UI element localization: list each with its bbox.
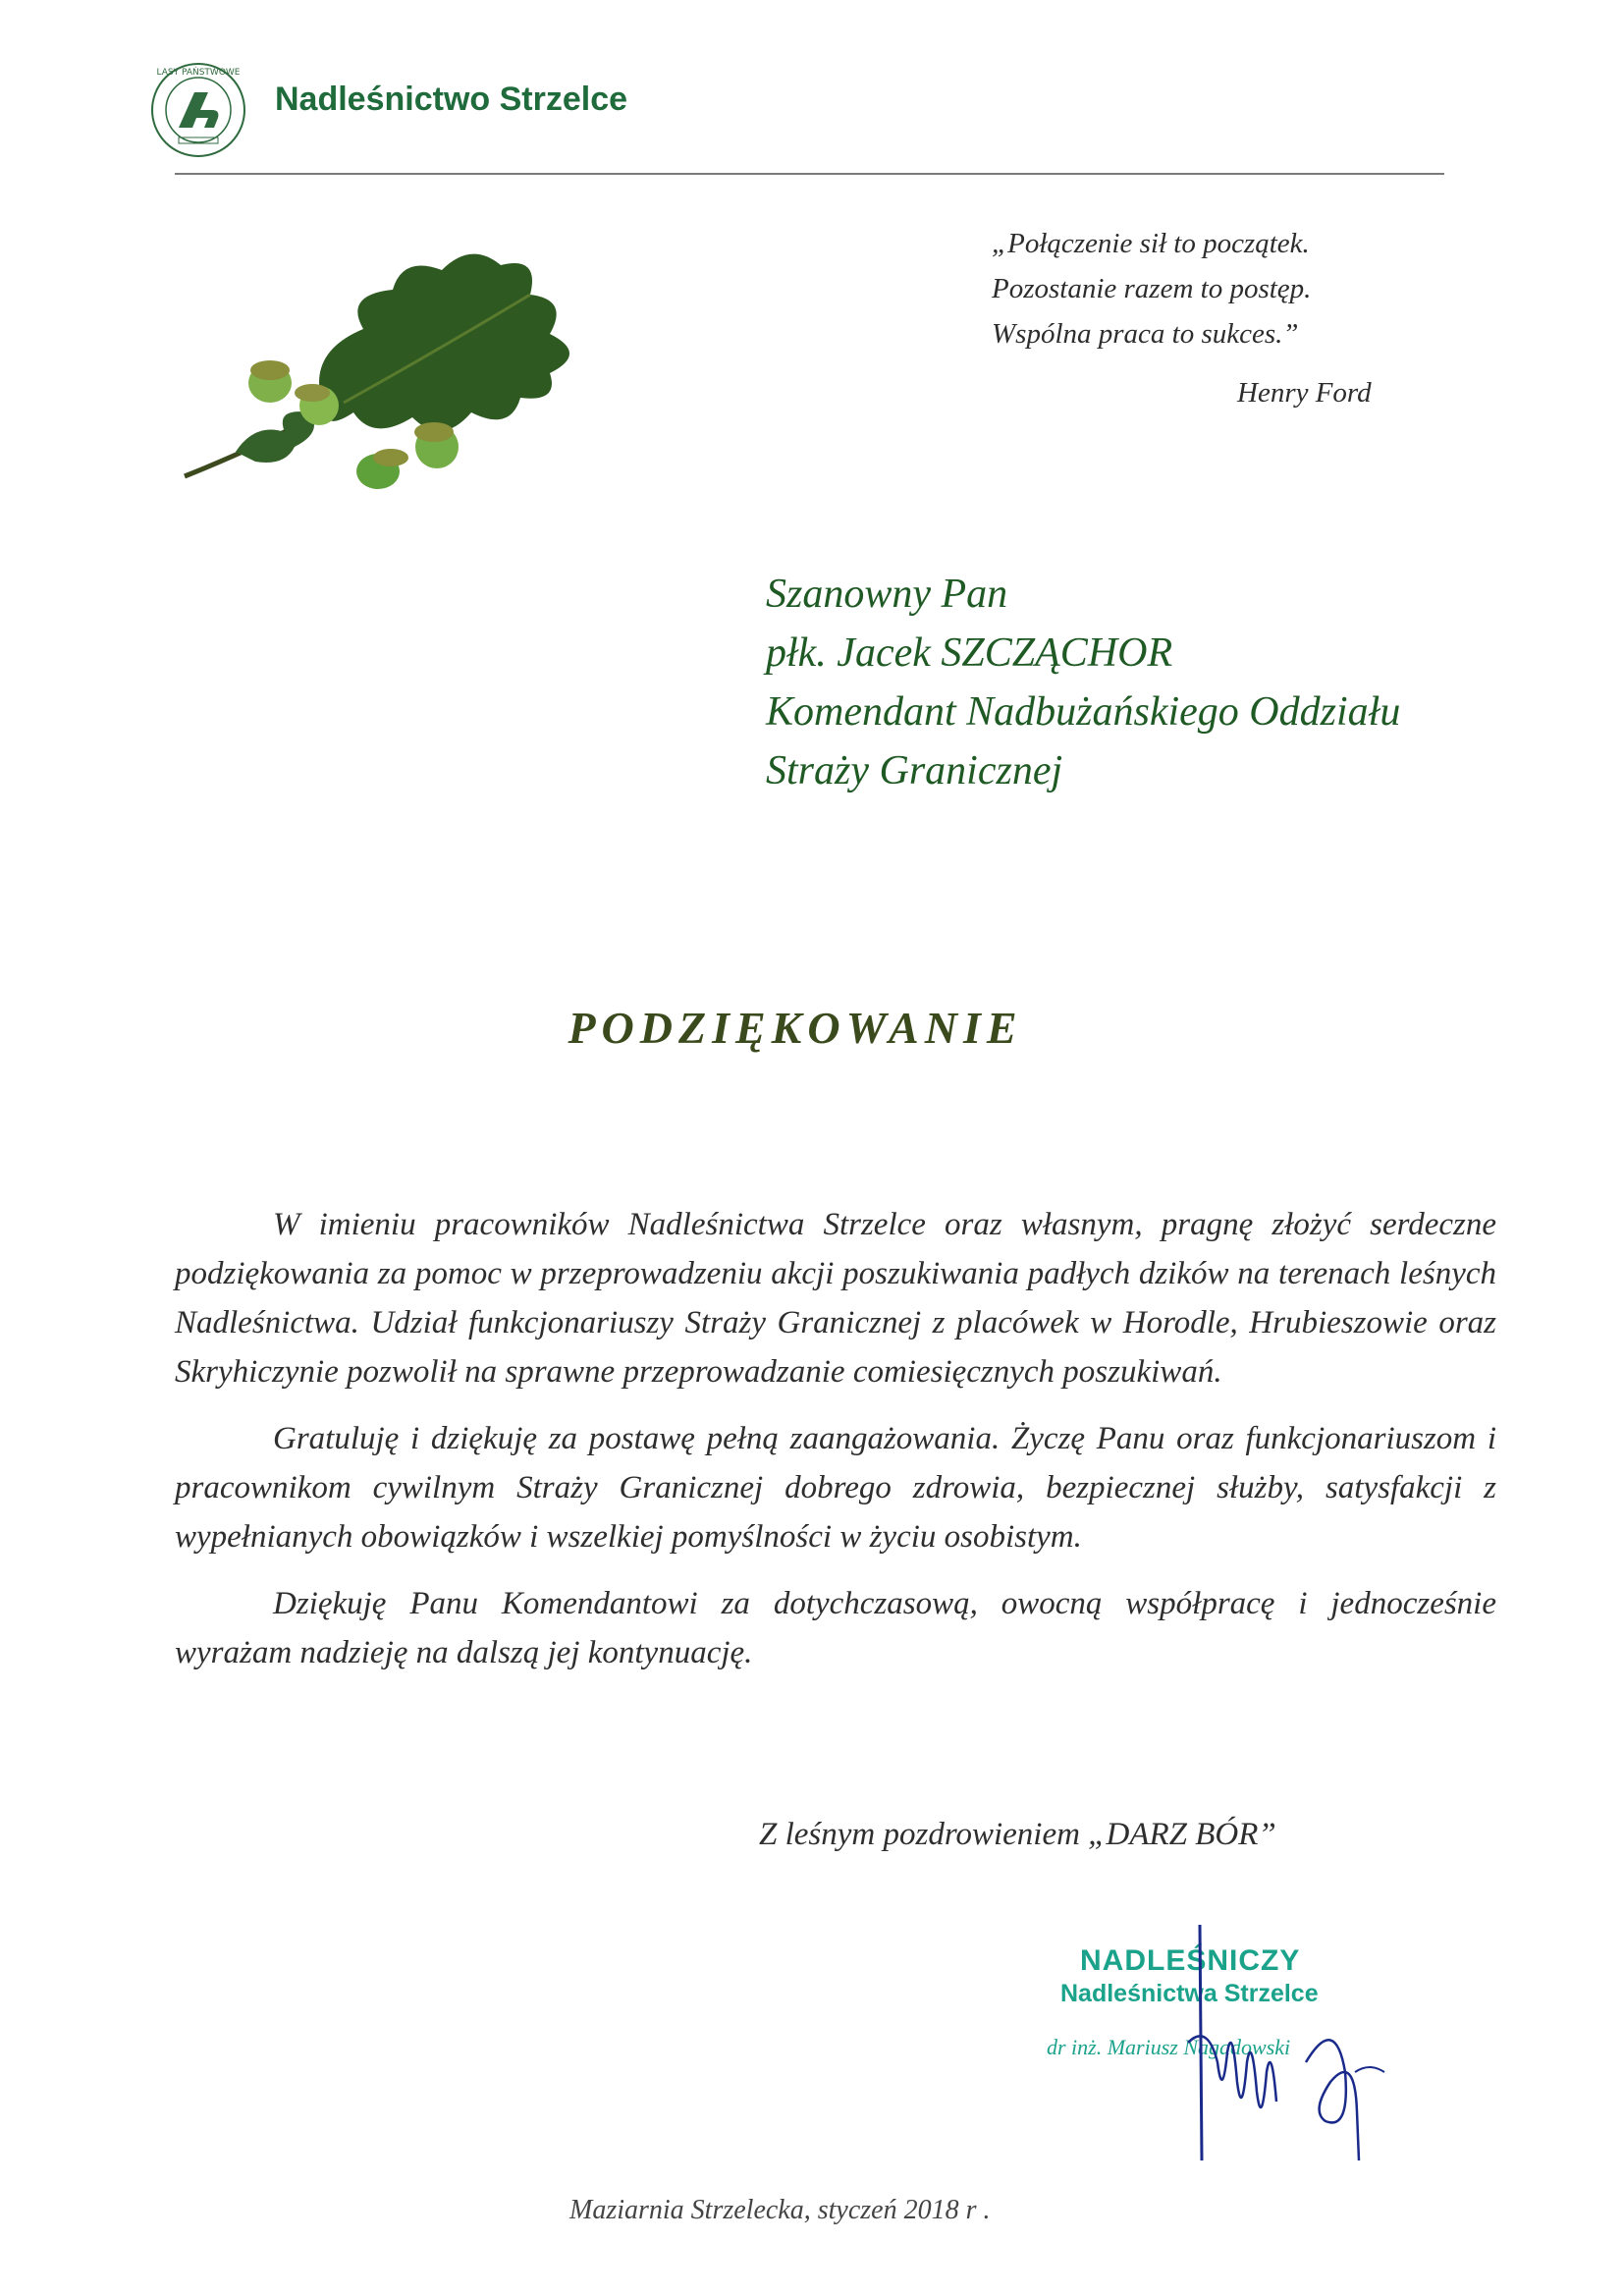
stamp-signatory: dr inż. Mariusz Nagadowski [1047, 2035, 1291, 2059]
organization-name: Nadleśnictwo Strzelce [275, 81, 628, 118]
closing-greeting: Z leśnym pozdrowieniem „DARZ BÓR” [759, 1817, 1276, 1852]
quote-block [992, 221, 1443, 415]
quote-line: „Połączenie sił to początek. [992, 228, 1310, 259]
addressee-name: płk. Jacek SZCZĄCHOR [766, 630, 1173, 676]
oak-branch-illustration [177, 236, 668, 491]
body-paragraph: Dziękuję Panu Komendantowi za dotychczasową, owocną współpracę i jednocześnie wyrażam nadzieję na dalszą jej kontynuację. [175, 1586, 1496, 1670]
document-title: PODZIĘKOWANIE [568, 1003, 1023, 1053]
stamp-organization: Nadleśnictwa Strzelce [1060, 1980, 1319, 2007]
letter-body [175, 1200, 1496, 1695]
quote-line: Wspólna praca to sukces.” [992, 318, 1299, 350]
svg-text:LASY PAŃSTWOWE: LASY PAŃSTWOWE [156, 68, 241, 78]
stamp-title: NADLEŚNICZY [1080, 1944, 1301, 1977]
lasy-panstwowe-logo [149, 61, 247, 159]
addressee-block [766, 565, 1571, 800]
addressee-position: Komendant Nadbużańskiego Oddziału [766, 689, 1401, 735]
body-paragraph: W imieniu pracowników Nadleśnictwa Strzelce oraz własnym, pragnę złożyć serdeczne podziękowania za pomoc w przeprowadzeniu akcji poszukiwania padłych dzików na terenach leśnych Nadleśnictwa. Udział funkcjonariuszy Straży Granicznej z placówek w Horodle, Hrubieszowie oraz Skryhiczynie pozwolił na sprawne przeprowadzanie comiesięcznych poszukiwań. [175, 1207, 1496, 1390]
quote-author: Henry Ford [1237, 377, 1372, 409]
quote-line: Pozostanie razem to postęp. [992, 273, 1312, 304]
addressee-unit: Straży Granicznej [766, 748, 1063, 793]
place-and-date: Maziarnia Strzelecka, styczeń 2018 r . [569, 2195, 991, 2225]
header-divider [175, 173, 1444, 175]
body-paragraph: Gratuluję i dziękuję za postawę pełną zaangażowania. Życzę Panu oraz funkcjonariuszom i pracownikom cywilnym Straży Granicznej dobrego zdrowia, bezpiecznej służby, satysfakcji z wypełnianych obowiązków i wszelkiej pomyślności w życiu osobistym. [175, 1421, 1496, 1555]
handwritten-signature [1100, 1925, 1394, 2180]
addressee-salutation: Szanowny Pan [766, 572, 1008, 617]
official-stamp [1041, 1925, 1414, 2180]
